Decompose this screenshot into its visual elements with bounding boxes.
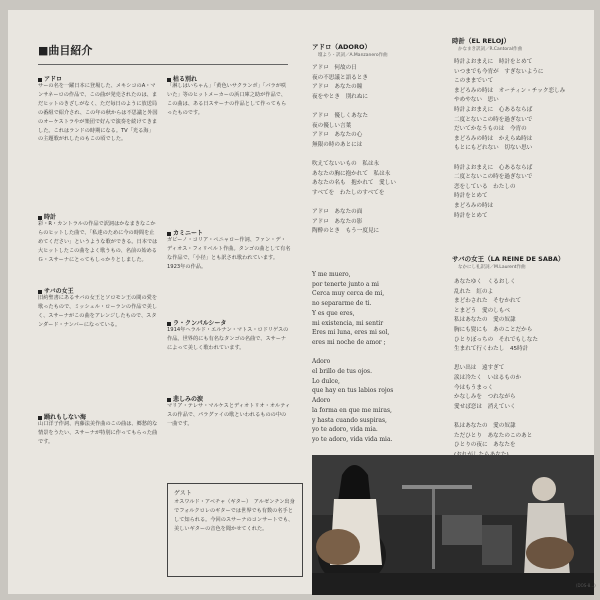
song-title-adoro: アドロ（ADORO） [312, 43, 371, 51]
section-title: 悲しみの涙 [167, 394, 203, 403]
heading-divider [38, 64, 288, 65]
song-title-saba: サバの女王（LA REINE DE SABA） [452, 255, 565, 263]
section-body: 1914年ヘラルド・エルナン・マトス・ロドリゲスの作品。世界的にも有名なタンゴの名曲で、スサーナによって美しく歌われています。 [167, 327, 289, 351]
section-body: サーの名を一躍日本に登場した、メキシコのA・マンサネーロの作品で、この曲が発売されたのは、まだヒットのきざしがなく、ただ毎日のように放送局の番組で紹介され、この年の秋からは不思議と外国のオーケストラやが楽団で好んで演奏を続けてきました。これはランドの時期になる。TV「光る海」の主題歌がれしたのもこの頃でした。 [38, 83, 158, 143]
concert-photo [312, 455, 594, 595]
lyrics-saba: あなたゆく くるおしく 乱れた 紅のよ まどわされた そむかれて とまどう 愛のしもべ 私はあなたの 愛の奴隷 胸にも髪にも あのことだから ひとりぼっちの それでもしなた 生まれて行くわたし 45時計 思い出は 遠すぎて 涙は冷たく いはるものか 今はもうまっく かなしみを つれながら 愛せば恋は 消えていく 私はあなたの 愛の奴隷 ただひとり あなたのこのあと ひとりの夜に あなたを [454, 279, 538, 449]
section-title: 時計 [38, 212, 56, 221]
section-body: 旧約聖書にあるサバの女王とソロモン王の間の愛を歌ったもので、ミッシェル・ローランの作品で美しく、スサーナがこの曲をアレンジしたもので、スタンダード・ナンバーになっている。 [38, 295, 158, 328]
page-heading: ■曲目紹介 [38, 44, 93, 57]
lyrics-adoro-es: Y me muero, por tenerte junto a mi Cerca muy cerca de mi, no separarme de ti. Y es que eres, mi existencia, mi sentir Eres mi luna, eres mi sol, eres mi noche de amor ; Adoro el brillo de tus ojos. Lo dulce, que hay en tus labios rojos Adoro la forma en que me miras, y hasta cuando suspiras, yo te adoro, vida mia. yo te adoro, vida vida mia. [312, 271, 394, 443]
section-title: 枯る別れ [167, 74, 197, 83]
song-credit-adoro: 壇よう・訳詞／A.Manzanero作曲 [318, 53, 388, 58]
section-title: サバの女王 [38, 286, 74, 295]
song-credit-reloj: かなまき訳詞／R.Cantoral作曲 [458, 47, 523, 52]
section-body: 山口洋子作詞、内藤法美作曲のこの曲は、郷愁的な情景をうたい、スサーナが特別に作ってもらった曲です。 [38, 421, 158, 445]
song-title-reloj: 時計（EL RELOJ） [452, 37, 511, 45]
section-title: カミニート [167, 228, 203, 237]
song-credit-saba: なかにし礼訳詞／M.Laurent作曲 [458, 265, 526, 270]
lyrics-reloj: 時計よおまえに 時計をとめて いつまでも今宵が すぎないように このままでいて まどろみの時は オーティン・チック恋しみ やめやない 思い 時計よおまえに 心あるならば 二度とないこの時を過ぎないで だいてかなうものは 今宵の まどろみの時は かえらぬ時は もとにもどれない 切ない思い 時計よおまえに 心あるならば 二度とないこの時を過ぎないで 恋をしている わたしの 時計をとめて まどろみの時は 時計をとめて [454, 59, 566, 219]
section-body: ガビーノ・コリア・ペニャロー作詞、ファン・デ・ディオス・フィリベルト作曲。タンゴの曲として有名な作品で、「小径」とも訳され歌われています。1923年の作品。 [167, 237, 291, 270]
section-body: 「淋しはいちゃん」「黄色いサクランボ」「バラが咲いた」等のヒットメーカーの浜口庫之助が作品で、この曲は、ある日スサーナの作品として作ってもらったものです。 [167, 83, 287, 116]
section-body: 彩・R・カントラルの作品で訳詞はかなまきなこからのヒットした曲で、「私達のために今の時間を止めてください」というような歌ができる。日本では大ヒットしたこの曲をよく歌うもの、名前の始めるＧ・スサーナにとってもしっかりとしました。 [38, 221, 158, 263]
section-title: ラ・クンパルシータ [167, 318, 226, 327]
section-title: 踊れもしない海 [38, 412, 86, 421]
lyrics-adoro-jp: アドロ 何故の日 夜の不思議と語るとき アドロ あなたの瞳 夜をやとき 別れぬに アドロ 優しくあなた 夜の優しい言葉 アドロ あなたの心 無限の時のあとには 吹えてないいもの 私は永 あなたの胸に抱かれて 私は永 あなたの名も 抱かれて 愛しい すべてを わたしのすべてを アドロ あなたの面 アドロ あなたの影 陶酔のとき もう一度見に [312, 65, 396, 235]
guest-title: ゲスト [174, 490, 192, 497]
guest-body: オスワルド・アベチャ（ギター） アルゼンチン出身でフォルクロレのギターでは世界でも有数の名手として知られる。今回のスサーナのコンサートでも、美しいギターの音色を聞かせてくれた。 [174, 499, 295, 532]
concert-photo-image [312, 455, 594, 595]
section-title: アドロ [38, 74, 62, 83]
catalog-number: (DOS-8...) [576, 583, 596, 588]
section-body: マリア・テレサ・マルケスとディオトリオ・オルティスの作品で、パラグァイの歌といわれるものの中の一曲です。 [167, 403, 291, 427]
